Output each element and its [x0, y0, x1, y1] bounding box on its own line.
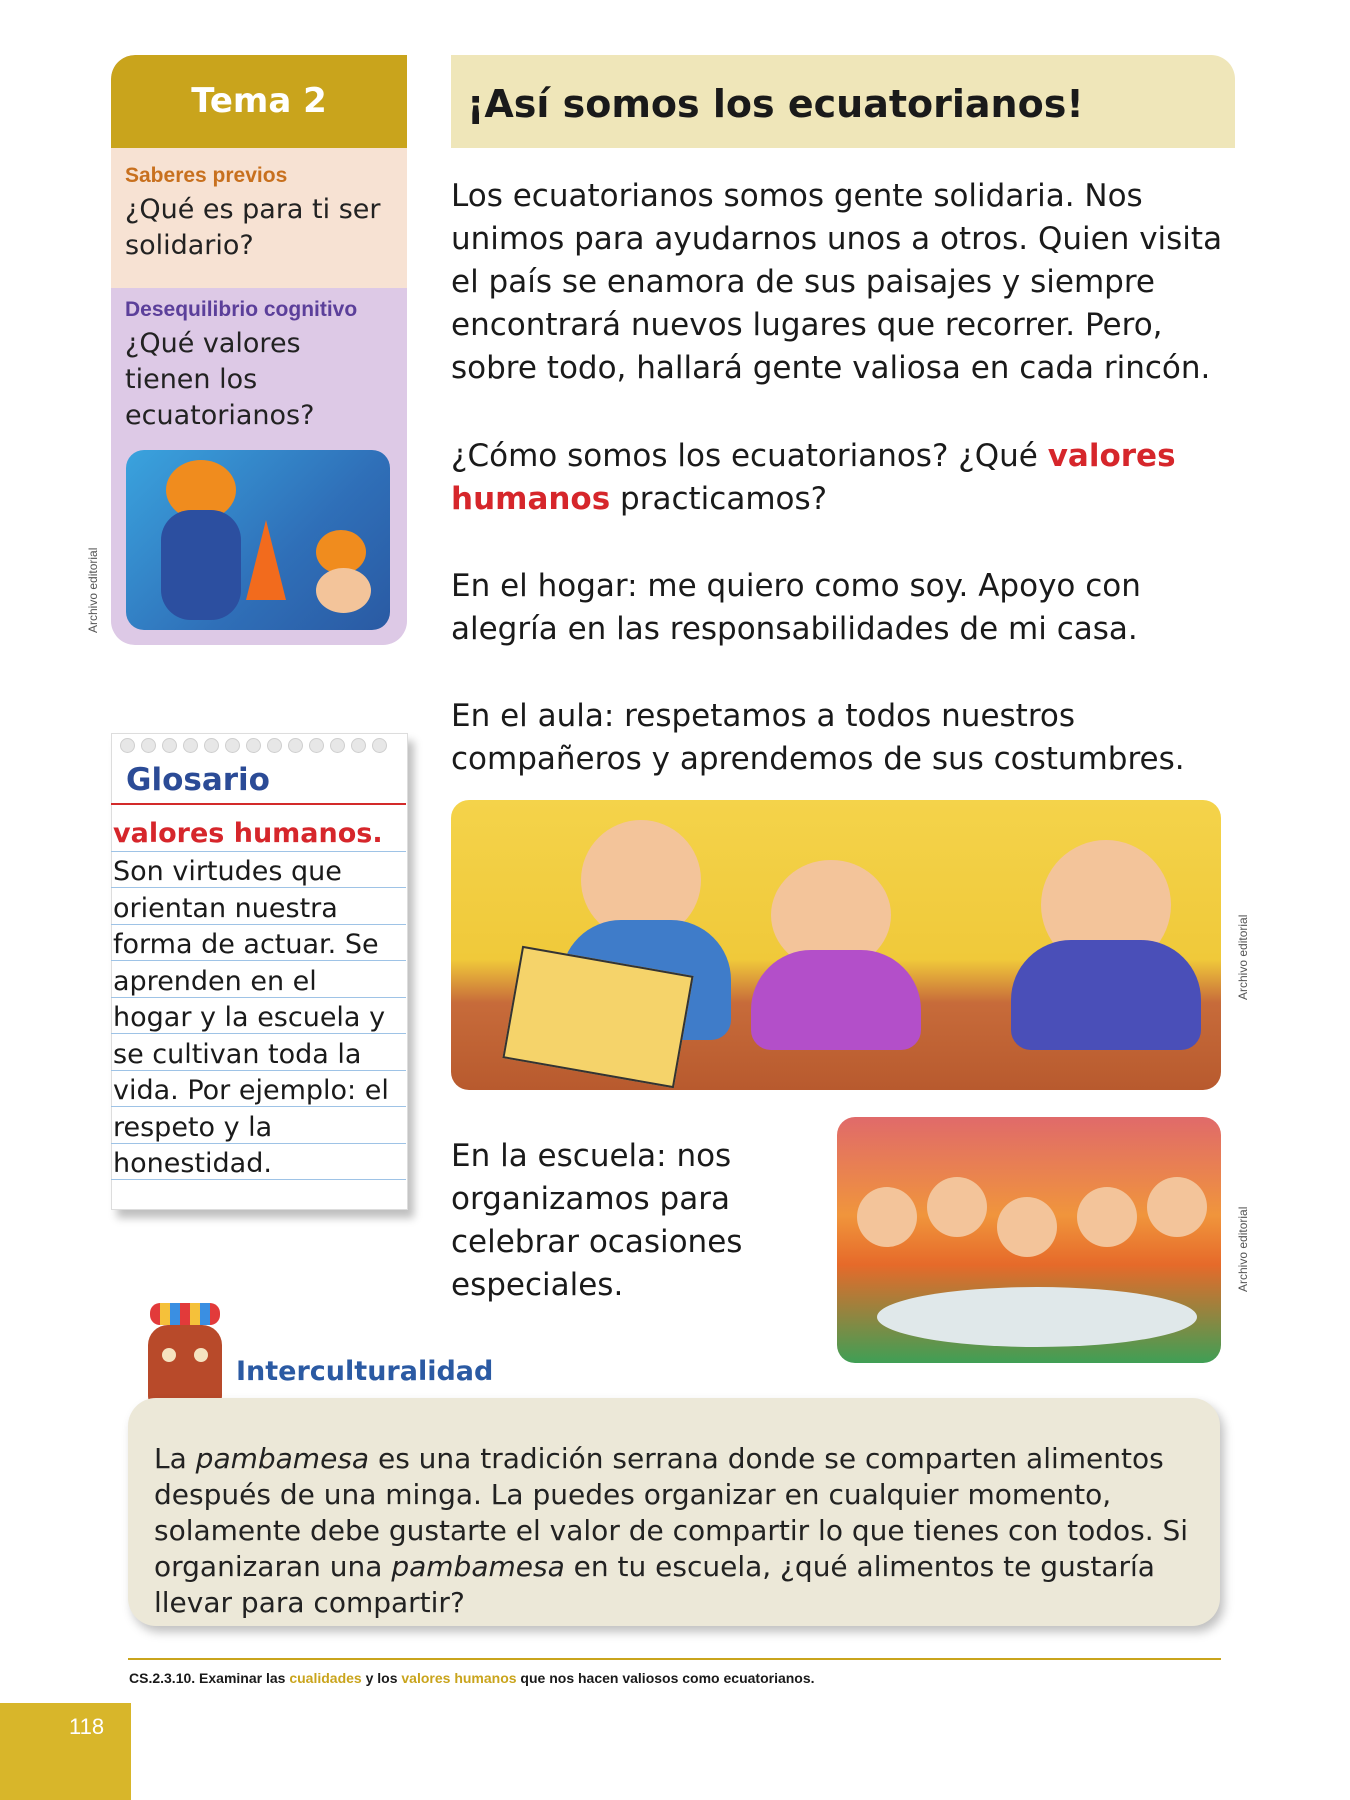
inter-text-1: La [154, 1442, 196, 1475]
footer-rule [128, 1658, 1221, 1660]
workers-illustration [126, 450, 390, 630]
glosario-title: Glosario [126, 762, 270, 798]
saberes-previos-section [111, 148, 407, 288]
desequilibrio-question: ¿Qué valores tienen los ecuatorianos? [125, 328, 315, 431]
paragraph-aula: En el aula: respetamos a todos nuestros compañeros y aprendemos de sus costumbres. [451, 698, 1185, 777]
interculturalidad-text [154, 1441, 1214, 1621]
saberes-question: ¿Qué es para ti ser solidario? [125, 194, 381, 261]
question-text-b: practicamos? [610, 481, 828, 517]
highlight-valores-humanos: valores humanos [451, 438, 1176, 517]
paragraph-escuela: En la escuela: nos organizamos para celebrar ocasiones especiales. [451, 1138, 743, 1303]
glosario-definition: Son virtudes que orientan nuestra forma de actuar. Se aprenden en el hogar y la escuela y se cultivan toda la vida. Por ejemplo: el respeto y la honestidad. [113, 856, 389, 1179]
photo-credit: Archivo editorial [86, 547, 100, 633]
paragraph-intro: Los ecuatorianos somos gente solidaria. Nos unimos para ayudarnos unos a otros. Quien visita el país se enamora de sus paisajes y siempre encontrará nuevos lugares que recorrer. Pero, sobre todo, hallará gente valiosa en cada rincón. [451, 178, 1223, 386]
children-crafts-illustration [451, 800, 1221, 1090]
photo-credit: Archivo editorial [1236, 914, 1250, 1000]
question-text-a: ¿Cómo somos los ecuatorianos? ¿Qué [451, 438, 1048, 474]
desequilibrio-label: Desequilibrio cognitivo [125, 298, 358, 321]
inter-pambamesa-2: pambamesa [391, 1550, 565, 1583]
page-number: 118 [69, 1714, 105, 1739]
glosario-divider [111, 803, 406, 805]
inter-text-2: es una tradición serrana donde se comparten alimentos después de una minga. La puedes organizar en cualquier momento, solamente debe gustarte el valor de compartir lo que tienes con todos. Si organizaran una [154, 1442, 1189, 1583]
footnote-c: y los [361, 1670, 402, 1686]
saberes-label: Saberes previos [125, 164, 288, 187]
glosario-term: valores humanos. [113, 818, 383, 849]
footnote-e: que nos hacen valiosos como ecuatorianos. [516, 1670, 815, 1686]
inter-pambamesa-1: pambamesa [195, 1442, 370, 1475]
photo-credit: Archivo editorial [1236, 1206, 1250, 1292]
curriculum-note [129, 1670, 815, 1686]
tema-heading: Tema 2 [111, 55, 407, 148]
interculturalidad-title: Interculturalidad [236, 1356, 494, 1387]
paragraph-question [451, 435, 1231, 521]
paragraph-hogar: En el hogar: me quiero como soy. Apoyo con alegría en las responsabilidades de mi casa. [451, 568, 1141, 647]
footnote-cualidades: cualidades [289, 1670, 362, 1686]
page-number-tab [0, 1703, 131, 1800]
inter-text-3: en tu escuela, ¿qué alimentos te gustaría llevar para compartir? [154, 1550, 1155, 1619]
footnote-valores: valores humanos [401, 1670, 517, 1686]
footnote-a: CS.2.3.10. Examinar las [129, 1670, 290, 1686]
school-party-illustration [837, 1117, 1221, 1363]
desequilibrio-section [111, 288, 407, 434]
page-title: ¡Así somos los ecuatorianos! [467, 82, 1084, 126]
